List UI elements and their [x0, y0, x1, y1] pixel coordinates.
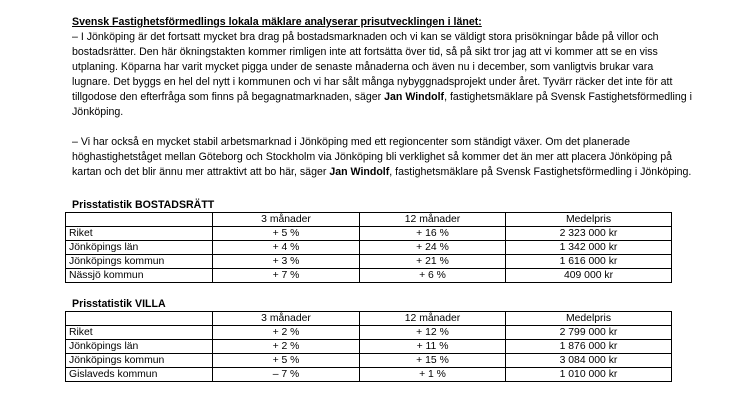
table-cell: 1 010 000 kr	[506, 368, 672, 382]
paragraph-2-end: , fastighetsmäklare på Svensk Fastighetsförmedling i Jönköping.	[389, 166, 692, 178]
document-page	[69, 15, 692, 382]
table-cell: Jönköpings kommun	[66, 255, 213, 269]
table-cell: 2 799 000 kr	[506, 326, 672, 340]
paragraph-2-text: – Vi har också en mycket stabil arbetsmarknad i Jönköping med ett regioncenter som ständigt växer. Om det planerade höghastighetståget mellan Göteborg och Stockholm via Jönköping bli verklighet så kommer det än mer att placera Jönköping på kartan och det blir ännu mer attraktivt att bo här, säger	[72, 136, 673, 178]
table-row	[66, 354, 672, 368]
table-row	[66, 340, 672, 354]
table-row	[66, 255, 672, 269]
paragraph-2	[72, 135, 692, 180]
table-villa	[65, 311, 672, 382]
table-cell: + 24 %	[360, 241, 506, 255]
table-row	[66, 368, 672, 382]
table-cell: Nässjö kommun	[66, 269, 213, 283]
table-header-row	[66, 213, 672, 227]
table-cell: + 1 %	[360, 368, 506, 382]
table-cell: + 15 %	[360, 354, 506, 368]
table-cell: 2 323 000 kr	[506, 227, 672, 241]
table-cell: Gislaveds kommun	[66, 368, 213, 382]
table-cell: 3 084 000 kr	[506, 354, 672, 368]
table-cell: + 5 %	[213, 227, 360, 241]
paragraph-1	[72, 30, 692, 120]
header-cell: Medelpris	[506, 312, 672, 326]
table1-title: Prisstatistik BOSTADSRÄTT	[72, 199, 215, 211]
paragraph-1-text: – I Jönköping är det fortsatt mycket bra drag på bostadsmarknaden och vi kan se väldigt stora prisökningar både på villor och bostadsrätter. Den här ökningstakten kommer rimligen inte att fortsätta över tid, så på sikt tror jag att vi kommer att se en viss utplaning. Köparna har varit mycket pigga under de senaste månaderna och även nu i december, som vanligtvis brukar vara lugnare. Det byggs en hel del nytt i kommunen och vi har sålt många nybyggnadsprojekt under året. Tyvärr räcker det inte för att tillgodose den efterfråga som finns på begagnatmarknaden, säger	[72, 31, 673, 103]
header-cell: 12 månader	[360, 312, 506, 326]
table-cell: + 6 %	[360, 269, 506, 283]
table-cell: + 16 %	[360, 227, 506, 241]
table-cell: + 2 %	[213, 326, 360, 340]
header-cell: 12 månader	[360, 213, 506, 227]
table-cell: + 2 %	[213, 340, 360, 354]
table-row	[66, 241, 672, 255]
paragraph-1-end: , fastighetsmäklare på Svensk Fastighetsförmedling i Jönköping.	[72, 91, 692, 118]
table-row	[66, 227, 672, 241]
table-cell: 1 876 000 kr	[506, 340, 672, 354]
table-bostadsratt	[65, 212, 672, 283]
table-cell: + 11 %	[360, 340, 506, 354]
table2-title: Prisstatistik VILLA	[72, 298, 166, 310]
header-cell: Medelpris	[506, 213, 672, 227]
table-header-row	[66, 312, 672, 326]
table-cell: + 12 %	[360, 326, 506, 340]
table-cell: Riket	[66, 227, 213, 241]
article-heading: Svensk Fastighetsförmedlings lokala mäklare analyserar prisutvecklingen i länet:	[72, 16, 482, 28]
table-cell: Jönköpings län	[66, 340, 213, 354]
table-cell: + 5 %	[213, 354, 360, 368]
table-cell: Jönköpings län	[66, 241, 213, 255]
table-cell: + 3 %	[213, 255, 360, 269]
table-cell: 1 342 000 kr	[506, 241, 672, 255]
table-cell: 409 000 kr	[506, 269, 672, 283]
table-row	[66, 326, 672, 340]
table-cell: + 4 %	[213, 241, 360, 255]
table-cell: – 7 %	[213, 368, 360, 382]
table-row	[66, 269, 672, 283]
table-cell: Jönköpings kommun	[66, 354, 213, 368]
paragraph-2-name: Jan Windolf	[329, 166, 390, 178]
table-cell: + 7 %	[213, 269, 360, 283]
paragraph-1-name: Jan Windolf	[384, 91, 445, 103]
header-cell	[66, 213, 213, 227]
table-cell: 1 616 000 kr	[506, 255, 672, 269]
table-cell: + 21 %	[360, 255, 506, 269]
header-cell: 3 månader	[213, 213, 360, 227]
header-cell: 3 månader	[213, 312, 360, 326]
table-cell: Riket	[66, 326, 213, 340]
header-cell	[66, 312, 213, 326]
